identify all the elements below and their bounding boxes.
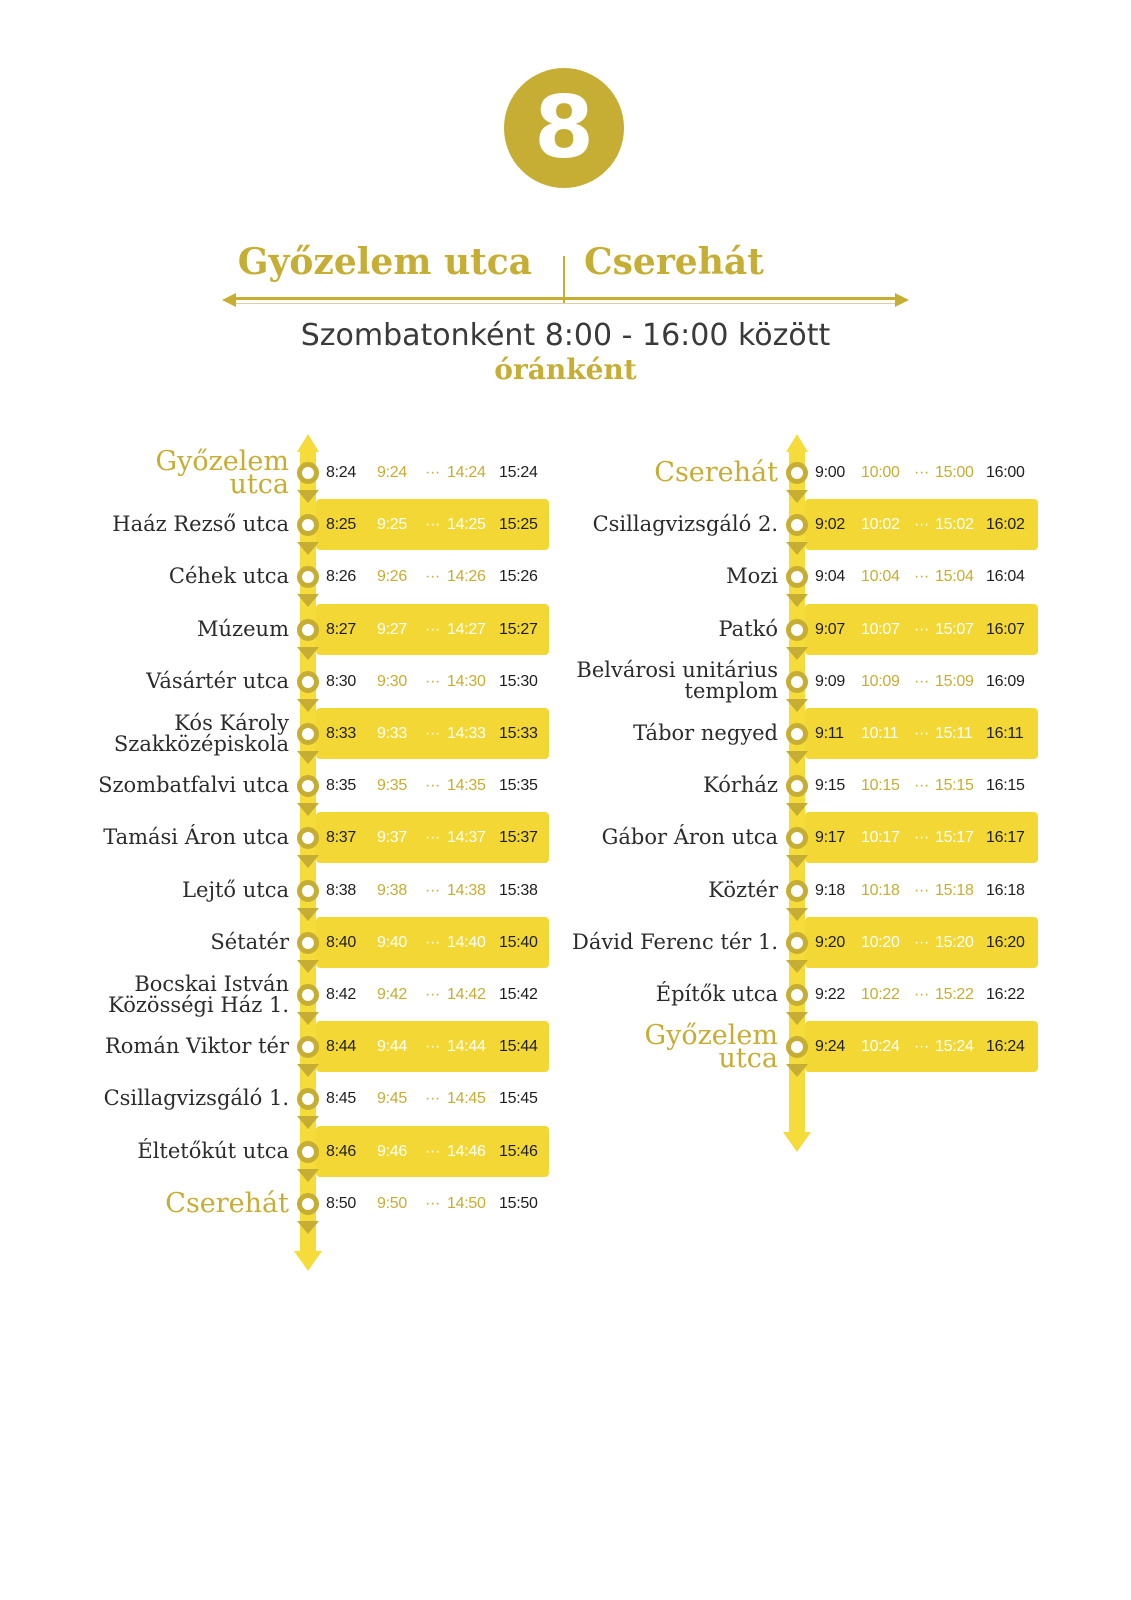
departure-time: 8:35 — [326, 777, 356, 795]
departure-time: 9:46 — [377, 1142, 407, 1160]
stop-name-line: Közösségi Ház 1. — [108, 992, 289, 1017]
departure-time: 8:50 — [326, 1194, 356, 1212]
route-direction-underline — [232, 303, 900, 304]
stop-name-line: Kós Károly — [174, 710, 289, 735]
stop-name — [703, 759, 778, 812]
departure-time: 9:37 — [377, 829, 407, 847]
departure-time: 9:25 — [377, 516, 407, 534]
departure-time: 9:24 — [815, 1038, 845, 1056]
departure-time: 15:09 — [935, 672, 974, 690]
departure-time: 9:20 — [815, 933, 845, 951]
stop-marker-icon — [297, 1088, 319, 1110]
departure-time-last: 16:11 — [986, 725, 1024, 742]
departure-time: 8:42 — [326, 986, 356, 1003]
departure-time: 10:02 — [861, 516, 900, 534]
route-origin: Győzelem utca — [237, 241, 532, 283]
ellipsis-mark: ··· — [425, 1038, 441, 1056]
ellipsis-mark: ··· — [425, 1090, 441, 1108]
stop-name-line: Szombatfalvi utca — [98, 773, 289, 798]
ellipsis-mark: ··· — [914, 829, 930, 847]
stop-name-line: Múzeum — [197, 616, 289, 641]
stop-name — [210, 916, 289, 969]
stop-name-line: Kórház — [703, 773, 778, 798]
departure-time: 9:24 — [377, 464, 407, 481]
departure-time: 9:42 — [377, 986, 407, 1003]
stop-name-line: Mozi — [726, 564, 778, 589]
departure-time: 14:26 — [447, 568, 486, 586]
departure-time: 15:20 — [935, 933, 974, 951]
stop-name-line: Bocskai István — [134, 971, 289, 996]
departure-time: 15:04 — [935, 568, 974, 586]
departure-time-last: 15:46 — [499, 1142, 538, 1160]
departure-time-last: 16:24 — [986, 1038, 1025, 1056]
departure-time-last: 15:33 — [499, 725, 538, 742]
direction-arrow-down-icon — [783, 1132, 811, 1152]
inbound-timetable — [490, 446, 1050, 1296]
stop-name-line: Győzelem — [644, 1019, 778, 1051]
stop-marker-icon — [786, 880, 808, 902]
stop-marker-icon — [786, 671, 808, 693]
stop-name-line: Patkó — [718, 616, 778, 641]
departure-time-last: 15:42 — [499, 986, 538, 1003]
departure-time-last: 15:27 — [499, 620, 538, 638]
timetable-row — [0, 1020, 560, 1073]
stop-name — [718, 603, 778, 656]
departure-time: 15:17 — [935, 829, 974, 847]
stop-marker-icon — [786, 566, 808, 588]
timetable-row — [490, 811, 1050, 864]
chevron-down-icon — [786, 1064, 808, 1077]
stop-name-line: Vásártér utca — [146, 668, 289, 693]
departure-time: 9:15 — [815, 777, 845, 795]
departure-time: 10:22 — [861, 986, 900, 1003]
ellipsis-mark: ··· — [425, 672, 441, 690]
departure-time: 8:26 — [326, 568, 356, 586]
departure-time: 14:42 — [447, 986, 486, 1003]
outbound-timetable — [0, 446, 560, 1296]
timetable-row — [490, 550, 1050, 603]
departure-time: 9:18 — [815, 881, 845, 899]
chevron-down-icon — [297, 1221, 319, 1234]
departure-time-last: 15:44 — [499, 1038, 538, 1056]
departure-time: 9:27 — [377, 620, 407, 638]
departure-time-last: 16:02 — [986, 516, 1025, 534]
departure-time: 8:44 — [326, 1038, 356, 1056]
timetable-row — [490, 446, 1050, 499]
stop-marker-icon — [297, 619, 319, 641]
ellipsis-mark: ··· — [425, 725, 441, 742]
departure-time: 14:35 — [447, 777, 486, 795]
arrow-left-icon — [222, 293, 236, 307]
departure-time: 15:00 — [935, 464, 974, 481]
departure-time: 14:50 — [447, 1194, 486, 1212]
departure-time: 9:00 — [815, 464, 845, 481]
stop-marker-icon — [786, 984, 808, 1006]
timetable-row — [0, 1177, 560, 1230]
stop-name-line: Cserehát — [654, 457, 778, 488]
departure-time: 14:45 — [447, 1090, 486, 1108]
departure-time: 10:18 — [861, 881, 900, 899]
stop-name-line: templom — [684, 679, 778, 704]
timetable-row — [490, 498, 1050, 551]
departure-time: 10:04 — [861, 568, 900, 586]
timetable-row — [490, 655, 1050, 708]
departure-time: 14:38 — [447, 881, 486, 899]
ellipsis-mark: ··· — [425, 1194, 441, 1212]
departure-time: 9:45 — [377, 1090, 407, 1108]
stop-marker-icon — [297, 775, 319, 797]
departure-time: 10:15 — [861, 777, 900, 795]
timetable-row — [0, 1125, 560, 1178]
timetable-row — [0, 811, 560, 864]
ellipsis-mark: ··· — [425, 568, 441, 586]
stop-marker-icon — [786, 932, 808, 954]
stop-name-line: Építők utca — [655, 982, 778, 1006]
ellipsis-mark: ··· — [914, 568, 930, 586]
stop-name-line: Sétatér — [210, 929, 289, 954]
ellipsis-mark: ··· — [914, 933, 930, 951]
stop-name — [114, 707, 289, 760]
stop-name — [104, 1072, 289, 1125]
timetable-row — [0, 916, 560, 969]
departure-time-last: 16:15 — [986, 777, 1025, 795]
stop-marker-icon — [297, 671, 319, 693]
stop-name-line: Gábor Áron utca — [601, 825, 778, 850]
stop-name — [576, 655, 778, 708]
departure-time: 9:38 — [377, 881, 407, 899]
departure-time: 8:38 — [326, 881, 356, 899]
stop-name — [645, 1020, 779, 1073]
departure-time: 14:27 — [447, 620, 486, 638]
departure-time-last: 15:24 — [499, 464, 538, 481]
stop-marker-icon — [297, 723, 319, 745]
departure-time: 15:18 — [935, 881, 974, 899]
timetable-row — [490, 864, 1050, 917]
departure-time: 9:07 — [815, 620, 845, 638]
stop-name-line: Céhek utca — [168, 564, 289, 589]
stop-marker-icon — [297, 932, 319, 954]
departure-time-last: 16:17 — [986, 829, 1025, 847]
departure-time: 15:07 — [935, 620, 974, 638]
timetable-row — [0, 968, 560, 1021]
stop-name — [726, 550, 778, 603]
departure-time: 8:33 — [326, 725, 356, 742]
stop-name — [103, 811, 289, 864]
stop-name — [593, 498, 778, 551]
stop-name-line: Belvárosi unitárius — [576, 658, 778, 683]
stop-name-line: Dávid Ferenc tér 1. — [572, 929, 778, 954]
departure-time: 15:15 — [935, 777, 974, 795]
stop-name — [98, 759, 289, 812]
departure-time-last: 16:09 — [986, 672, 1025, 690]
ellipsis-mark: ··· — [914, 725, 930, 742]
departure-time: 8:46 — [326, 1142, 356, 1160]
departure-time: 10:20 — [861, 933, 900, 951]
ellipsis-mark: ··· — [914, 672, 930, 690]
departure-time: 9:40 — [377, 933, 407, 951]
stop-name-line: utca — [229, 468, 289, 500]
departure-time: 9:22 — [815, 986, 845, 1003]
departure-time: 15:22 — [935, 986, 974, 1003]
timetable-row — [0, 864, 560, 917]
timetable-row — [0, 655, 560, 708]
stop-name — [654, 446, 778, 499]
departure-time: 8:40 — [326, 933, 356, 951]
timetable-row — [490, 707, 1050, 760]
stop-name — [182, 864, 289, 917]
stop-name-line: Csillagvizsgáló 1. — [103, 1086, 289, 1111]
departure-time-last: 16:04 — [986, 568, 1025, 586]
stop-name-line: Győzelem — [155, 445, 289, 477]
departure-time: 9:11 — [815, 725, 844, 742]
timetable-row — [0, 707, 560, 760]
departure-time: 10:00 — [861, 464, 900, 481]
departure-time: 14:33 — [447, 725, 486, 742]
stop-name — [633, 707, 778, 760]
stop-name — [165, 1177, 289, 1230]
departure-time: 15:24 — [935, 1038, 974, 1056]
timetable-row — [490, 1020, 1050, 1073]
stop-name-line: Éltetőkút utca — [137, 1138, 289, 1163]
departure-time: 14:37 — [447, 829, 486, 847]
ellipsis-mark: ··· — [425, 986, 441, 1003]
departure-time-last: 15:26 — [499, 568, 538, 586]
departure-time: 9:02 — [815, 516, 845, 534]
timetable-row — [0, 446, 560, 499]
departure-time-last: 15:50 — [499, 1194, 538, 1212]
stop-name — [708, 864, 778, 917]
departure-time-last: 16:18 — [986, 881, 1025, 899]
stop-marker-icon — [297, 984, 319, 1006]
ellipsis-mark: ··· — [914, 516, 930, 534]
stop-marker-icon — [297, 1141, 319, 1163]
stop-name — [197, 603, 289, 656]
timetable-row — [490, 759, 1050, 812]
frequency-text: óránként — [494, 353, 637, 386]
departure-time: 10:09 — [861, 672, 900, 690]
timetable-row — [490, 603, 1050, 656]
ellipsis-mark: ··· — [914, 1038, 930, 1056]
stop-name-line: Szakközépiskola — [113, 731, 289, 756]
stop-marker-icon — [786, 775, 808, 797]
schedule-text: Szombatonként 8:00 - 16:00 között — [300, 318, 831, 353]
stop-name — [156, 446, 290, 499]
route-number-badge: 8 — [504, 68, 624, 188]
departure-time: 14:40 — [447, 933, 486, 951]
timetable-row — [490, 968, 1050, 1021]
stop-name-line: Cserehát — [165, 1187, 289, 1219]
departure-time-last: 15:37 — [499, 829, 538, 847]
departure-time: 9:30 — [377, 672, 407, 690]
stop-name-line: utca — [718, 1042, 778, 1074]
departure-time-last: 15:35 — [499, 777, 538, 795]
departure-time: 15:11 — [935, 725, 973, 742]
departure-time-last: 16:20 — [986, 933, 1025, 951]
departure-time: 8:24 — [326, 464, 356, 481]
departure-time: 9:44 — [377, 1038, 407, 1056]
ellipsis-mark: ··· — [914, 620, 930, 638]
stop-name — [105, 1020, 289, 1073]
departure-time: 9:35 — [377, 777, 407, 795]
stop-name — [137, 1125, 289, 1178]
ellipsis-mark: ··· — [425, 777, 441, 795]
departure-time: 9:50 — [377, 1194, 407, 1212]
stop-marker-icon — [297, 566, 319, 588]
stop-name — [169, 550, 289, 603]
timetable-row — [0, 603, 560, 656]
departure-time-last: 15:30 — [499, 672, 538, 690]
ellipsis-mark: ··· — [425, 620, 441, 638]
direction-arrow-down-icon — [294, 1251, 322, 1271]
timetable-row — [0, 1072, 560, 1125]
route-destination: Cserehát — [584, 241, 764, 283]
departure-time: 10:11 — [861, 725, 899, 742]
arrow-right-icon — [895, 293, 909, 307]
departure-time: 10:17 — [861, 829, 900, 847]
departure-time-last: 15:45 — [499, 1090, 538, 1108]
departure-time-last: 16:22 — [986, 986, 1025, 1003]
stop-name — [112, 498, 289, 551]
departure-time: 10:07 — [861, 620, 900, 638]
departure-time: 14:25 — [447, 516, 486, 534]
stop-name-line: Tamási Áron utca — [103, 825, 289, 850]
departure-time: 8:45 — [326, 1090, 356, 1108]
stop-marker-icon — [297, 462, 319, 484]
timetable-row — [0, 550, 560, 603]
departure-time: 9:09 — [815, 672, 845, 690]
ellipsis-mark: ··· — [425, 464, 441, 481]
timetable-row — [490, 916, 1050, 969]
departure-time: 8:25 — [326, 516, 356, 534]
ellipsis-mark: ··· — [914, 464, 930, 481]
departure-time: 15:02 — [935, 516, 974, 534]
departure-time: 14:30 — [447, 672, 486, 690]
stop-name-line: Lejtő utca — [182, 877, 289, 902]
timetable-row — [0, 498, 560, 551]
departure-time: 9:33 — [377, 725, 407, 742]
departure-time-last: 15:25 — [499, 516, 538, 534]
ellipsis-mark: ··· — [425, 829, 441, 847]
ellipsis-mark: ··· — [425, 933, 441, 951]
departure-time-last: 15:40 — [499, 933, 538, 951]
stop-marker-icon — [297, 1193, 319, 1215]
departure-time: 8:37 — [326, 829, 356, 847]
stop-name-line: Haáz Rezső utca — [112, 512, 289, 537]
departure-time: 9:17 — [815, 829, 845, 847]
ellipsis-mark: ··· — [425, 881, 441, 899]
stop-marker-icon — [786, 462, 808, 484]
departure-time: 8:30 — [326, 672, 356, 690]
stop-name — [572, 916, 778, 969]
ellipsis-mark: ··· — [914, 986, 930, 1003]
route-direction-line — [232, 297, 900, 300]
departure-time: 14:44 — [447, 1038, 486, 1056]
departure-time: 9:26 — [377, 568, 407, 586]
departure-time: 8:27 — [326, 620, 356, 638]
stop-name — [656, 968, 778, 1021]
stop-marker-icon — [786, 619, 808, 641]
stop-marker-icon — [297, 880, 319, 902]
ellipsis-mark: ··· — [914, 881, 930, 899]
departure-time-last: 16:07 — [986, 620, 1025, 638]
stop-name-line: Köztér — [708, 877, 778, 902]
timetable-row — [0, 759, 560, 812]
stop-marker-icon — [786, 723, 808, 745]
departure-time: 10:24 — [861, 1038, 900, 1056]
departure-time: 9:04 — [815, 568, 845, 586]
departure-time: 14:46 — [447, 1142, 486, 1160]
stop-name-line: Csillagvizsgáló 2. — [592, 512, 778, 537]
stop-name — [146, 655, 289, 708]
departure-time-last: 15:38 — [499, 881, 538, 899]
ellipsis-mark: ··· — [914, 777, 930, 795]
ellipsis-mark: ··· — [425, 516, 441, 534]
departure-time-last: 16:00 — [986, 464, 1025, 481]
stop-name-line: Román Viktor tér — [104, 1034, 289, 1059]
departure-time: 14:24 — [447, 464, 486, 481]
stop-name-line: Tábor negyed — [633, 721, 778, 745]
stop-name — [602, 811, 778, 864]
ellipsis-mark: ··· — [425, 1142, 441, 1160]
stop-name — [108, 968, 289, 1021]
